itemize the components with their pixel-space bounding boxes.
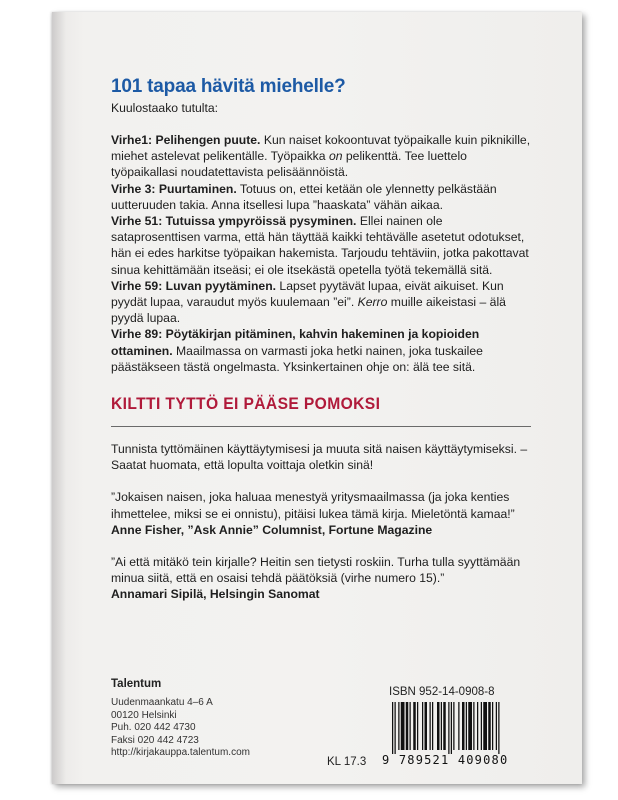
publisher-name: Talentum	[111, 678, 162, 690]
subtitle: Kuulostaako tutulta:	[111, 101, 219, 115]
publisher-phone: Puh. 020 442 4730	[111, 722, 196, 734]
publisher-block	[111, 678, 250, 759]
review-quote: ”Ai että mitäkö tein kirjalle? Heitin sen tietysti roskiin. Turha tulla syyttämään minua siitä, että en osaisi tehdä päätöksiä (virhe numero 15).”	[111, 555, 521, 586]
cover-text	[111, 74, 531, 619]
mistake-label: Virhe 59: Luvan pyytäminen.	[111, 278, 277, 293]
emphasis-text: Kerro	[357, 295, 388, 310]
publisher-address-line: 00120 Helsinki	[111, 709, 177, 721]
publisher-address-line: Uudenmaankatu 4–6 A	[111, 697, 213, 709]
mistake-text: Maailmassa on varmasti joka hetki nainen, joka tuskailee päästäkseen tästä ongelmasta. Yksinkertainen ohje on: älä tee sitä.	[111, 343, 483, 374]
mistake-text: muille aikeistasi – älä pyydä lupaa.	[111, 295, 506, 326]
mistake-label: Virhe1: Pelihengen puute.	[111, 133, 261, 147]
classification-code: KL 17.3	[327, 756, 367, 768]
divider-rule	[111, 426, 531, 427]
mistake-text: Ellei nainen ole sataprosenttisen varma, että hän täyttää kaikki tehtävälle asetetut odotukset, hän ei edes harkitse työpaikan hakemista. Tarjoudu tehtäviin, jotka pakottavat sinua kehittämään itseäsi; ei ole itsekästä opetella työtä tekemällä sitä.	[111, 214, 529, 277]
emphasis-text: on	[328, 149, 343, 164]
review-quote: ”Jokaisen naisen, joka haluaa menestyä yritysmaailmassa (ja joka kenties ihmettelee, miksi se ei onnistu), pitäisi lukea tämä kirja. Mieletöntä kamaa!”	[111, 490, 515, 521]
mistake-item	[111, 213, 531, 278]
barcode-graphic	[390, 702, 542, 754]
mistake-item	[111, 326, 531, 375]
mistake-list	[111, 132, 531, 375]
mistake-item	[111, 278, 531, 327]
quotes	[111, 489, 531, 602]
publisher-url: http://kirjakauppa.talentum.com	[111, 747, 250, 759]
slogan-heading: KILTTI TYTTÖ EI PÄÄSE POMOKSI	[111, 394, 381, 414]
quote-attribution: Annamari Sipilä, Helsingin Sanomat	[111, 587, 320, 602]
mistake-text: pelikenttä. Tee luettelo työpaikallasi noudatettavista pelisäännöistä.	[111, 149, 467, 180]
book-heading: 101 tapaa hävitä miehelle?	[111, 76, 346, 97]
barcode-digits: 9 789521 409080	[382, 753, 509, 767]
mistake-text: Totuus on, ettei ketään ole ylennetty pelkästään uutteruuden takia. Anna itsellesi lupa ”haaskata” vähän aikaa.	[111, 181, 497, 212]
quote-attribution: Anne Fisher, ”Ask Annie” Columnist, Fortune Magazine	[111, 522, 433, 537]
mistake-label: Virhe 89: Pöytäkirjan pitäminen, kahvin hakeminen ja kopioiden ottaminen.	[111, 327, 480, 358]
mistake-text: Lapset pyytävät lupaa, eivät aikuiset. Kun pyydät lupaa, varaudut myös kuulemaan ”ei”.	[111, 278, 504, 310]
mistake-item	[111, 132, 531, 181]
mistake-item	[111, 181, 531, 213]
publisher-fax: Faksi 020 442 4723	[111, 734, 199, 746]
isbn-label: ISBN 952-14-0908-8	[389, 686, 495, 698]
mistake-label: Virhe 51: Tutuissa ympyröissä pysyminen.	[111, 214, 357, 229]
mistake-text: Kun naiset kokoontuvat työpaikalle kuin piknikille, miehet astelevat pelikentälle. Työpaikka	[111, 133, 531, 164]
intro-text: Tunnista tyttömäinen käyttäytymisesi ja muuta sitä naisen käyttäytymiseksi. – Saatat huomata, että lopulta voittaja oletkin sinä!	[111, 442, 528, 473]
spine-shadow	[52, 12, 66, 784]
book-back-cover	[52, 12, 582, 784]
mistake-label: Virhe 3: Puurtaminen.	[111, 181, 237, 196]
